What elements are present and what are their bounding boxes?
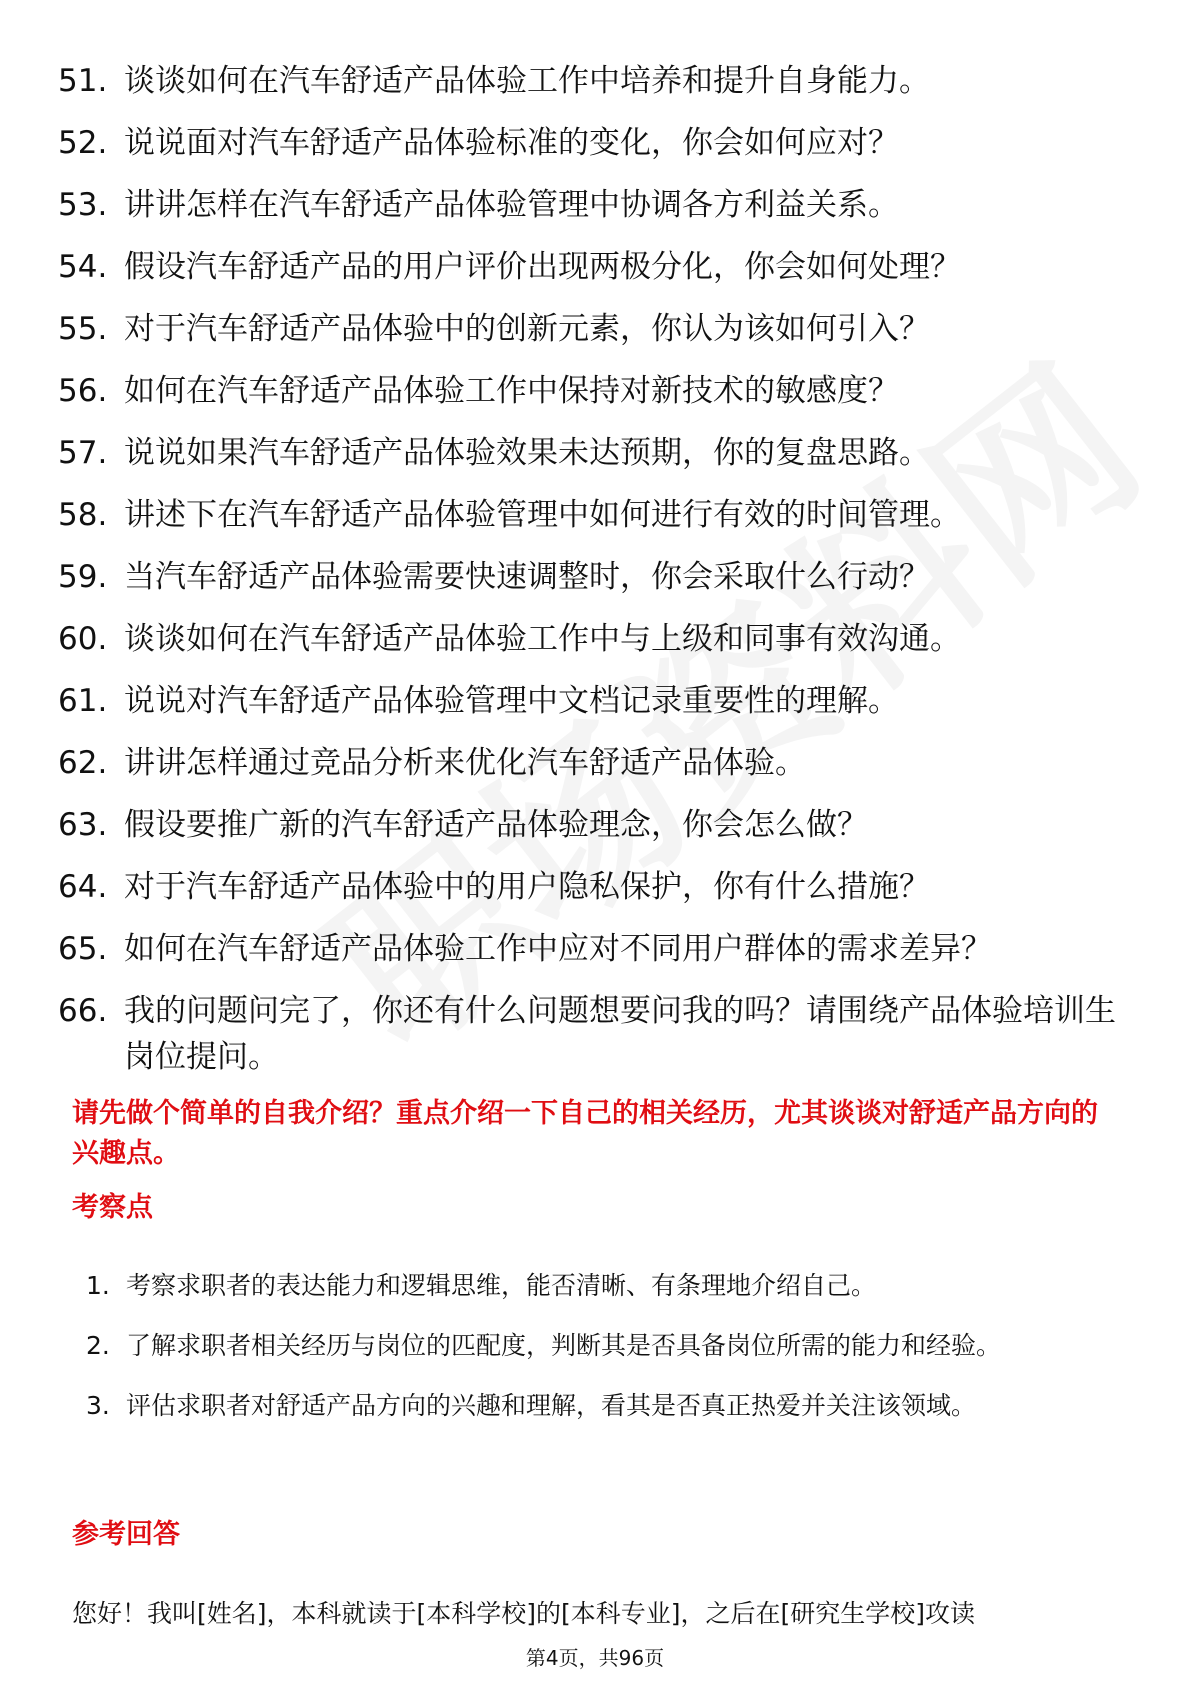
- list-item: [58, 360, 1118, 422]
- item-number: 65.: [58, 931, 108, 967]
- item-text: 说说对汽车舒适产品体验管理中文档记录重要性的理解。: [124, 683, 899, 719]
- list-item: [86, 1256, 1116, 1316]
- list-item: [58, 856, 1118, 918]
- item-text: 假设要推广新的汽车舒适产品体验理念，你会怎么做？: [124, 807, 868, 843]
- list-item: [58, 546, 1118, 608]
- item-number: 60.: [58, 621, 108, 657]
- item-number: 55.: [58, 311, 108, 347]
- item-text: 我的问题问完了，你还有什么问题想要问我的吗？请围绕产品体验培训生岗位提问。: [124, 993, 1116, 1075]
- item-number: 62.: [58, 745, 108, 781]
- item-number: 57.: [58, 435, 108, 471]
- item-text: 了解求职者相关经历与岗位的匹配度，判断其是否具备岗位所需的能力和经验。: [126, 1331, 1002, 1360]
- question-heading: 请先做个简单的自我介绍？重点介绍一下自己的相关经历，尤其谈谈对舒适产品方向的兴趣点。: [72, 1098, 1098, 1169]
- item-number: 3.: [86, 1391, 110, 1420]
- answer-heading: 参考回答: [72, 1519, 180, 1550]
- item-text: 谈谈如何在汽车舒适产品体验工作中培养和提升自身能力。: [124, 63, 930, 99]
- list-item: [58, 980, 1118, 1080]
- list-item: [58, 732, 1118, 794]
- list-item: [86, 1316, 1116, 1376]
- item-text: 讲述下在汽车舒适产品体验管理中如何进行有效的时间管理。: [124, 497, 961, 533]
- points-heading: 考察点: [72, 1192, 153, 1223]
- list-item: [58, 918, 1118, 980]
- item-text: 当汽车舒适产品体验需要快速调整时，你会采取什么行动？: [124, 559, 930, 595]
- item-number: 51.: [58, 63, 108, 99]
- list-item: [58, 112, 1118, 174]
- item-number: 66.: [58, 993, 108, 1029]
- list-item: [58, 174, 1118, 236]
- list-item: [58, 50, 1118, 112]
- list-item: [58, 484, 1118, 546]
- item-number: 56.: [58, 373, 108, 409]
- points-list: [86, 1256, 1116, 1436]
- item-text: 假设汽车舒适产品的用户评价出现两极分化，你会如何处理？: [124, 249, 961, 285]
- item-text: 谈谈如何在汽车舒适产品体验工作中与上级和同事有效沟通。: [124, 621, 961, 657]
- item-number: 59.: [58, 559, 108, 595]
- item-number: 58.: [58, 497, 108, 533]
- item-text: 如何在汽车舒适产品体验工作中保持对新技术的敏感度？: [124, 373, 899, 409]
- item-number: 54.: [58, 249, 108, 285]
- list-item: [58, 794, 1118, 856]
- item-text: 对于汽车舒适产品体验中的用户隐私保护，你有什么措施？: [124, 869, 930, 905]
- item-number: 61.: [58, 683, 108, 719]
- item-text: 讲讲怎样通过竞品分析来优化汽车舒适产品体验。: [124, 745, 806, 781]
- item-text: 如何在汽车舒适产品体验工作中应对不同用户群体的需求差异？: [124, 931, 992, 967]
- item-number: 53.: [58, 187, 108, 223]
- item-text: 考察求职者的表达能力和逻辑思维，能否清晰、有条理地介绍自己。: [126, 1271, 877, 1300]
- item-number: 52.: [58, 125, 108, 161]
- list-item: [58, 608, 1118, 670]
- list-item: [58, 670, 1118, 732]
- item-number: 1.: [86, 1271, 110, 1300]
- item-number: 63.: [58, 807, 108, 843]
- list-item: [58, 298, 1118, 360]
- item-text: 说说面对汽车舒适产品体验标准的变化，你会如何应对？: [124, 125, 899, 161]
- page-footer: 第4页，共96页: [525, 1646, 665, 1670]
- list-item: [86, 1376, 1116, 1436]
- item-number: 2.: [86, 1331, 110, 1360]
- answer-text: 您好！我叫[姓名]，本科就读于[本科学校]的[本科专业]，之后在[研究生学校]攻读: [72, 1599, 976, 1628]
- item-text: 说说如果汽车舒适产品体验效果未达预期，你的复盘思路。: [124, 435, 930, 471]
- item-text: 讲讲怎样在汽车舒适产品体验管理中协调各方利益关系。: [124, 187, 899, 223]
- list-item: [58, 422, 1118, 484]
- item-text: 评估求职者对舒适产品方向的兴趣和理解，看其是否真正热爱并关注该领域。: [126, 1391, 977, 1420]
- item-text: 对于汽车舒适产品体验中的创新元素，你认为该如何引入？: [124, 311, 930, 347]
- item-number: 64.: [58, 869, 108, 905]
- question-list: [58, 50, 1118, 1080]
- list-item: [58, 236, 1118, 298]
